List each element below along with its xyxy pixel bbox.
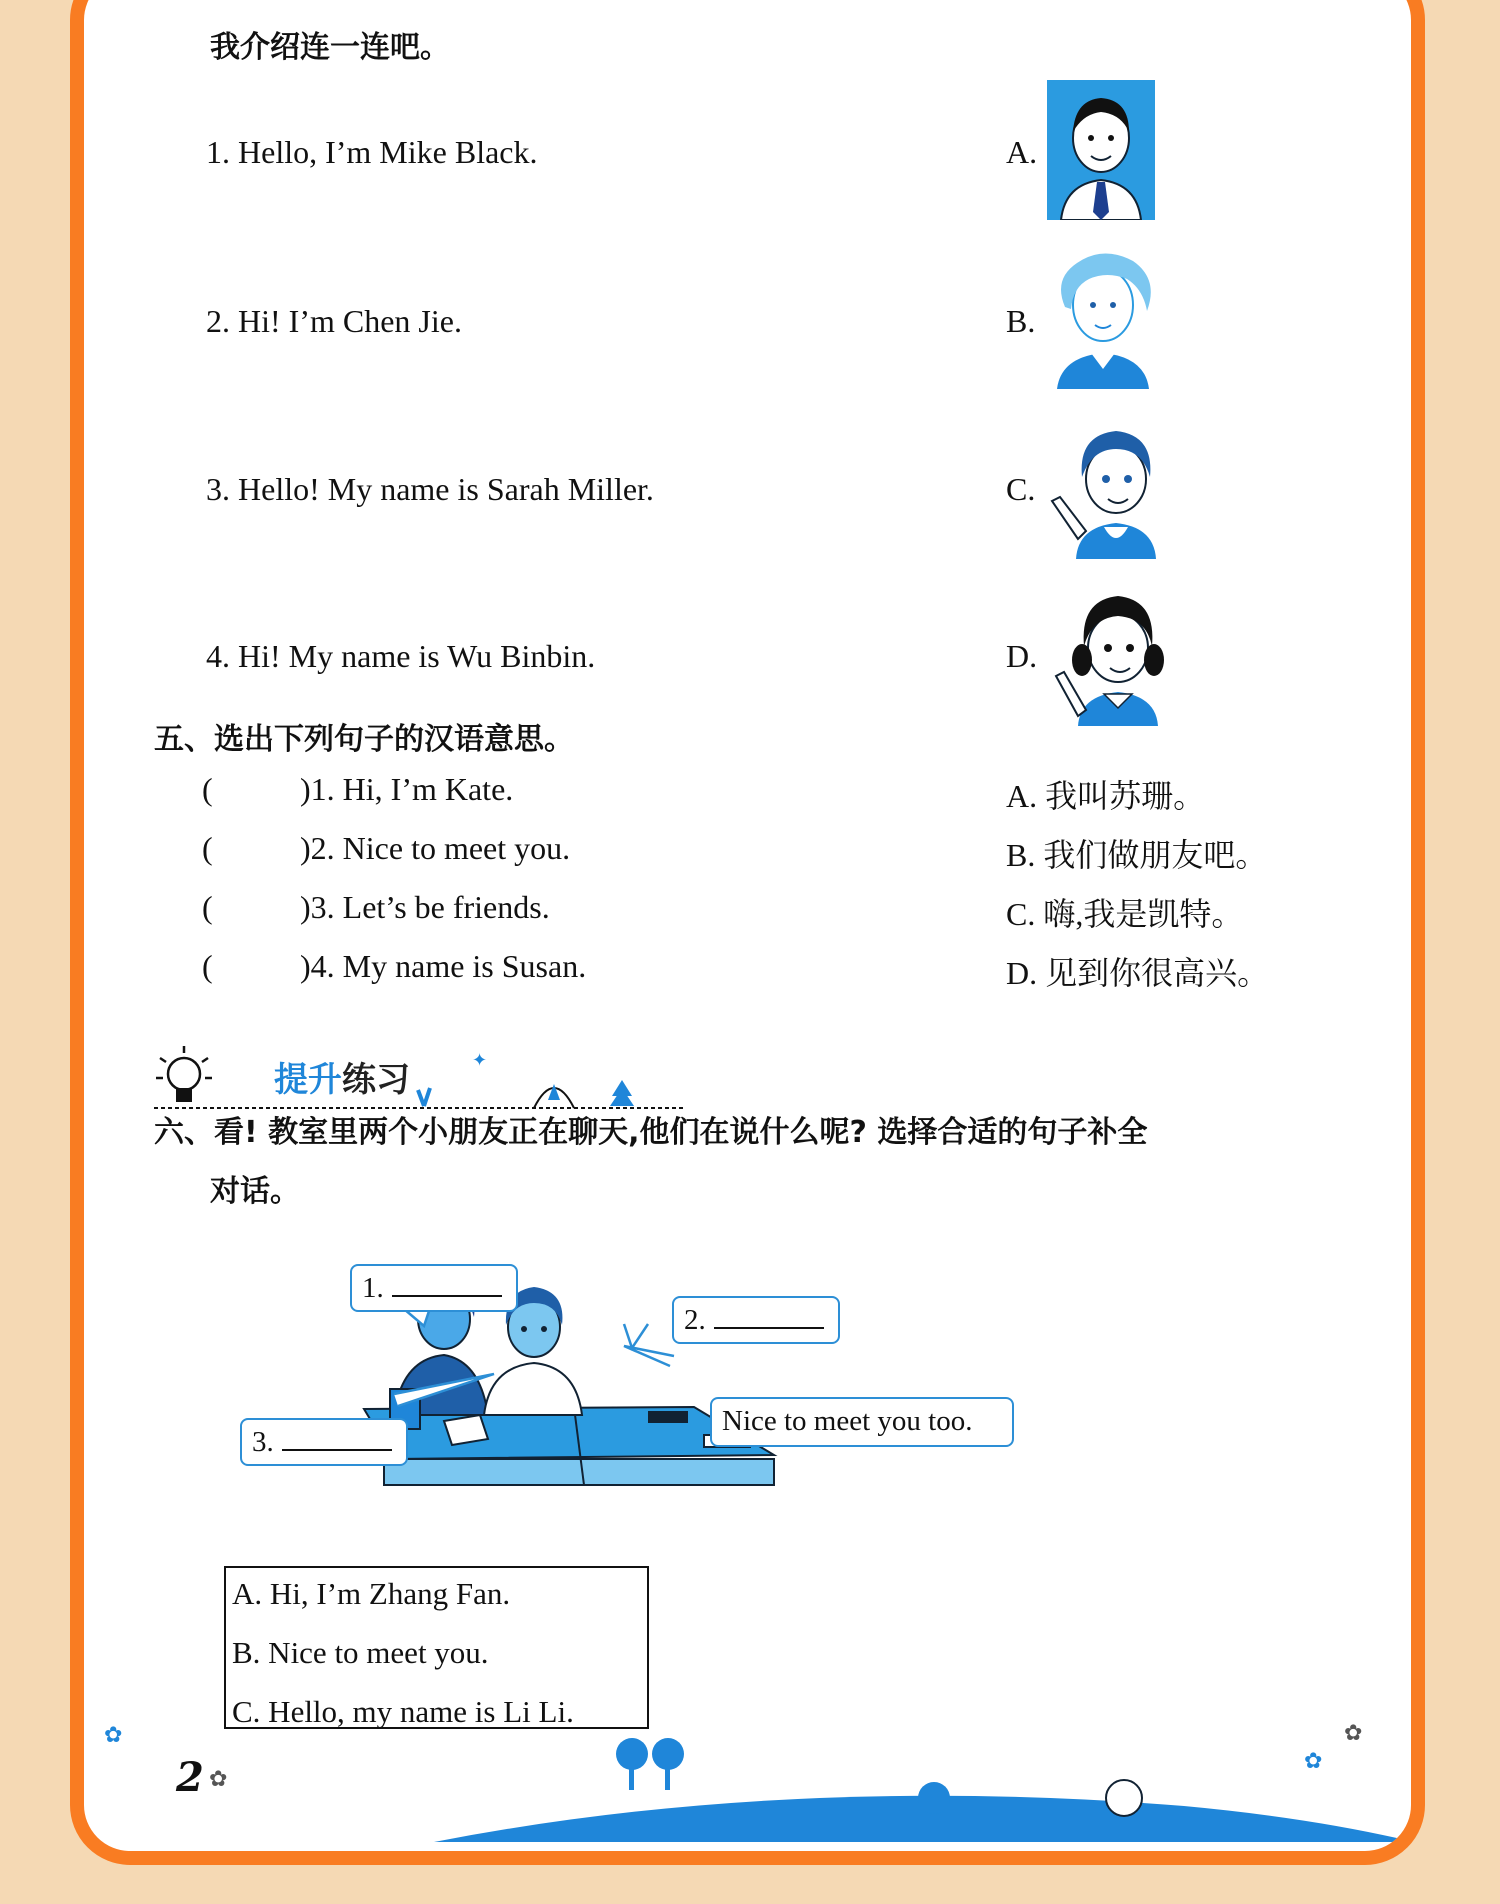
page-number: 2 [176, 1754, 204, 1801]
section6-title-line1: 六、看! 教室里两个小朋友正在聊天,他们在说什么呢? 选择合适的句子补全 [154, 1115, 1148, 1150]
match-letter-c: C. [1006, 471, 1036, 507]
section5-option-a: A. 我叫苏珊。 [1006, 778, 1206, 814]
section5-sentence-2: )2. Nice to meet you. [300, 830, 571, 866]
answer-blank-3[interactable] [282, 1443, 392, 1451]
match-sentence-1: 1. Hello, I’m Mike Black. [206, 134, 538, 170]
section5-option-d: D. 见到你很高兴。 [1006, 955, 1270, 991]
section5-sentence-3: )3. Let’s be friends. [300, 889, 550, 925]
page-frame [70, 0, 1425, 1865]
portrait-mike-image [1047, 80, 1155, 220]
section5-title: 五、选出下列句子的汉语意思。 [154, 722, 574, 757]
svg-text:✿: ✿ [1344, 1721, 1363, 1746]
svg-text:✿: ✿ [104, 1723, 123, 1748]
dialogue-option-a: A. Hi, I’m Zhang Fan. [232, 1576, 511, 1611]
portrait-sarah-image [1047, 249, 1167, 389]
answer-paren-1[interactable]: ( [202, 771, 213, 807]
match-sentence-2: 2. Hi! I’m Chen Jie. [206, 303, 462, 339]
section6-title-line2: 对话。 [210, 1174, 300, 1209]
speech-bubble-2[interactable] [672, 1296, 840, 1344]
answer-blank-2[interactable] [714, 1321, 824, 1329]
portrait-chen-jie-image [1042, 586, 1172, 726]
portrait-wu-binbin-image [1042, 419, 1172, 559]
section5-sentence-4: )4. My name is Susan. [300, 948, 587, 984]
answer-blank-1[interactable] [392, 1289, 502, 1297]
banner-title-part2: 练习 [342, 1060, 410, 1100]
section5-sentence-1: )1. Hi, I’m Kate. [300, 771, 514, 807]
match-letter-b: B. [1006, 303, 1036, 339]
svg-text:✿: ✿ [209, 1767, 228, 1792]
section5-option-c: C. 嗨,我是凯特。 [1006, 896, 1244, 932]
speech-bubble-3-number: 3. [252, 1426, 274, 1458]
answer-paren-3[interactable]: ( [202, 889, 213, 925]
match-sentence-4: 4. Hi! My name is Wu Binbin. [206, 638, 596, 674]
banner-title [274, 1052, 410, 1101]
dialogue-option-b: B. Nice to meet you. [232, 1635, 489, 1670]
speech-bubble-1[interactable] [350, 1264, 518, 1312]
match-sentence-3: 3. Hello! My name is Sarah Miller. [206, 471, 654, 507]
speech-bubble-1-number: 1. [362, 1272, 384, 1304]
dialogue-options-box [224, 1566, 649, 1729]
svg-text:✿: ✿ [1304, 1749, 1323, 1774]
match-letter-d: D. [1006, 638, 1038, 674]
dialogue-option-c: C. Hello, my name is Li Li. [232, 1694, 574, 1729]
banner-decoration [154, 1044, 694, 1114]
match-letter-a: A. [1006, 134, 1038, 170]
answer-paren-2[interactable]: ( [202, 830, 213, 866]
answer-paren-4[interactable]: ( [202, 948, 213, 984]
banner-title-part1: 提升 [274, 1060, 342, 1100]
speech-bubble-reply: Nice to meet you too. [710, 1397, 1014, 1447]
footer-decoration [84, 1714, 1414, 1844]
svg-text:✦: ✦ [472, 1050, 488, 1071]
section5-option-b: B. 我们做朋友吧。 [1006, 837, 1268, 873]
speech-bubble-3[interactable] [240, 1418, 408, 1466]
speech-bubble-2-number: 2. [684, 1304, 706, 1336]
section4-instruction: 我介绍连一连吧。 [210, 30, 450, 65]
